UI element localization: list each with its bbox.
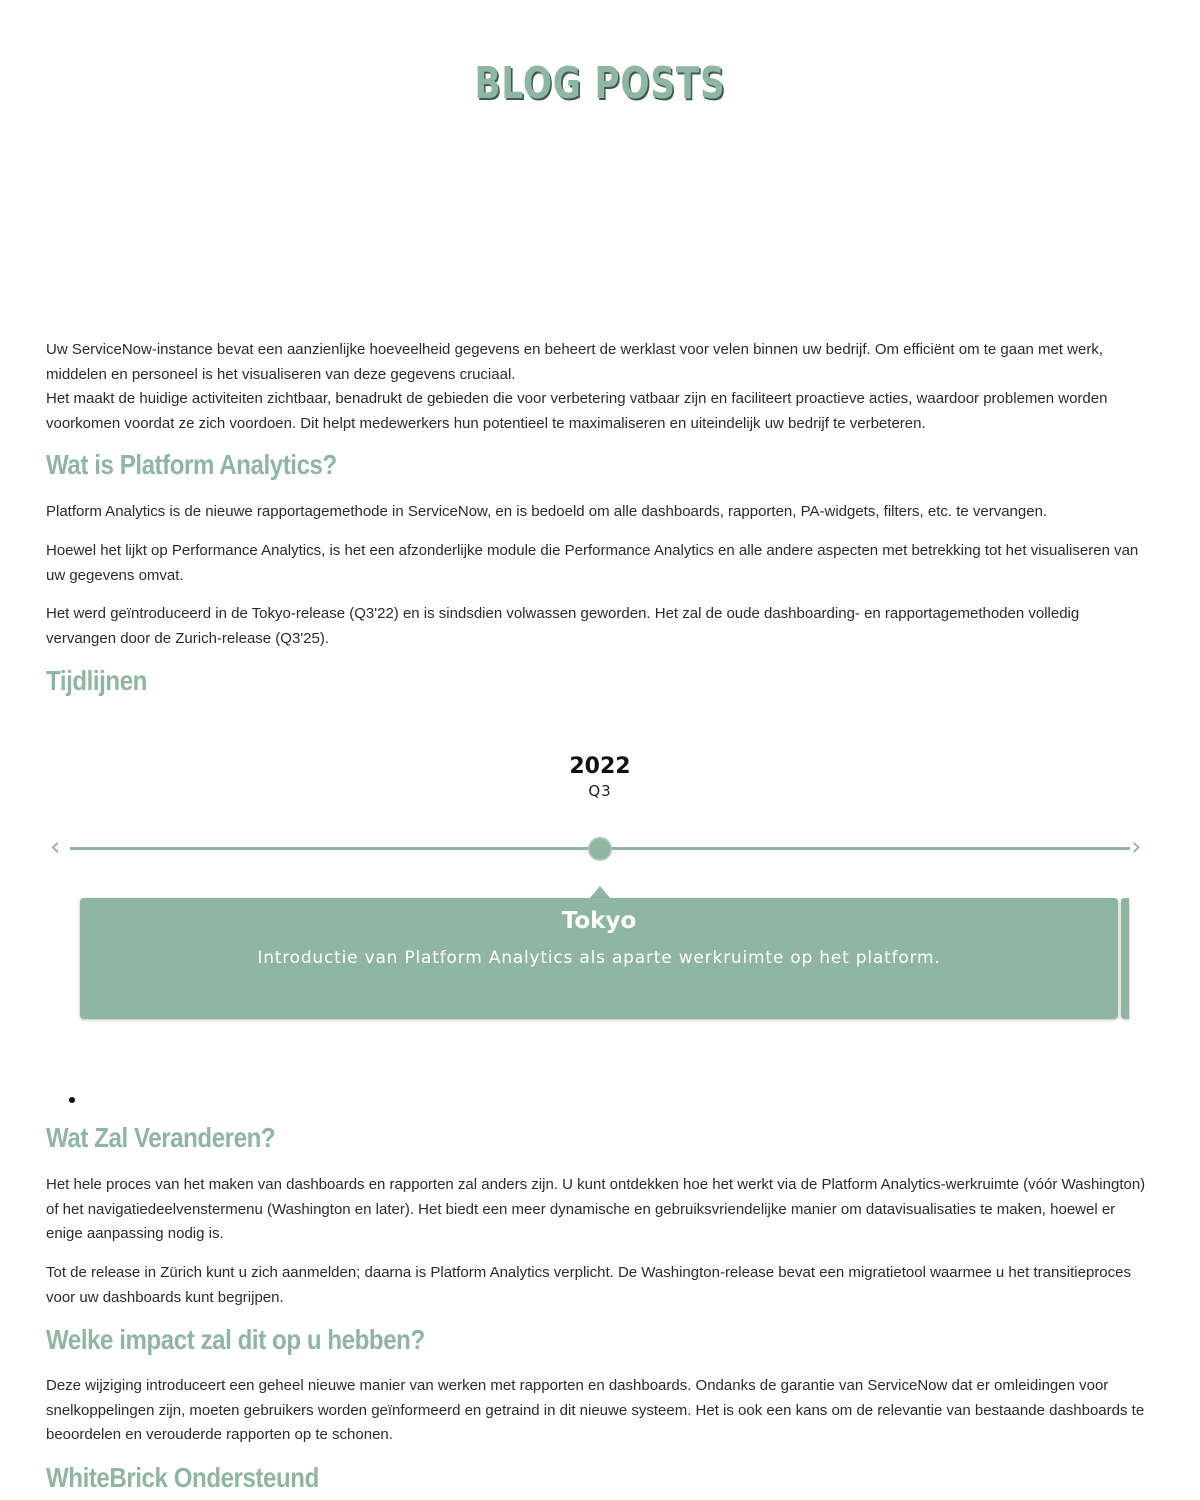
what-paragraph-2: Hoewel het lijkt op Performance Analytics, is het een afzonderlijke module die Performance Analytics en alle andere aspecten met betrekking tot het visualiseren van uw gegevens omvat. (46, 542, 1139, 584)
page-title: BLOG POSTS (474, 58, 726, 109)
impact-paragraph-1: Deze wijziging introduceert een geheel nieuwe manier van werken met rapporten en dashboards. Ondanks de garantie van ServiceNow dat er omleidingen voor snelkoppelingen zijn, moeten gebruikers worden geïnformeerd en getraind in dit nieuwe systeem. Het is ook een kans om de relevantie van bestaande dashboards te beoordelen en verouderde rapporten op te schonen. (46, 1377, 1145, 1443)
intro-paragraph-2: Het maakt de huidige activiteiten zichtbaar, benadrukt de gebieden die voor verbetering vatbaar zijn en faciliteert proactieve acties, waardoor problemen worden voorkomen voordat ze zich voordoen. Dit helpt medewerkers hun potentieel te maximaliseren en uiteindelijk uw bedrijf te verbeteren. (46, 390, 1108, 432)
heading-impact: Welke impact zal dit op u hebben? (46, 1324, 425, 1355)
what-paragraph-1: Platform Analytics is de nieuwe rapportagemethode in ServiceNow, en is bedoeld om alle dashboards, rapporten, PA-widgets, filters, etc. te vervangen. (46, 503, 1048, 520)
change-paragraph-2: Tot de release in Zürich kunt u zich aanmelden; daarna is Platform Analytics verplicht. De Washington-release bevat een migratietool waarmee u het transitieproces voor uw dashboards kunt begrijpen. (46, 1264, 1131, 1306)
timeline-card-pointer (590, 886, 610, 898)
chevron-right-icon[interactable]: › (1131, 832, 1142, 862)
timeline-quarter: Q3 (588, 782, 612, 800)
change-paragraph-1: Het hele proces van het maken van dashboards en rapporten zal anders zijn. U kunt ontdekken hoe het werkt via de Platform Analytics-werkruimte (vóór Washington) of het navigatiedeelvenstermenu (Washington en later). Het biedt een meer dynamische en gebruiksvriendelijke manier om datavisualisaties te maken, hoewel er enige aanpassing nodig is. (46, 1176, 1146, 1242)
timeline-next-card-edge (1121, 898, 1129, 1019)
timeline-card-title: Tokyo (561, 908, 637, 934)
list-bullet (69, 1097, 75, 1103)
heading-what-will-change: Wat Zal Veranderen? (46, 1122, 276, 1153)
timeline-point-2022-q3[interactable] (588, 837, 612, 861)
chevron-left-icon[interactable]: ‹ (50, 832, 61, 862)
heading-timelines: Tijdlijnen (46, 665, 147, 696)
heading-whitebrick-support: WhiteBrick Ondersteund (46, 1462, 319, 1493)
timeline-card-description: Introductie van Platform Analytics als aparte werkruimte op het platform. (257, 948, 941, 968)
what-paragraph-3: Het werd geïntroduceerd in de Tokyo-release (Q3'22) en is sindsdien volwassen geworden. Het zal de oude dashboarding- en rapportagemethoden volledig vervangen door de Zurich-release (Q3'25). (46, 605, 1080, 647)
heading-what-is-platform-analytics: Wat is Platform Analytics? (46, 449, 337, 480)
timeline-card (80, 898, 1118, 1019)
page-header (0, 0, 1200, 320)
timeline-year: 2022 (569, 754, 631, 779)
intro-paragraph-1: Uw ServiceNow-instance bevat een aanzienlijke hoeveelheid gegevens en beheert de werklast voor velen binnen uw bedrijf. Om efficiënt om te gaan met werk, middelen en personeel is het visualiseren van deze gegevens cruciaal. (46, 341, 1103, 383)
